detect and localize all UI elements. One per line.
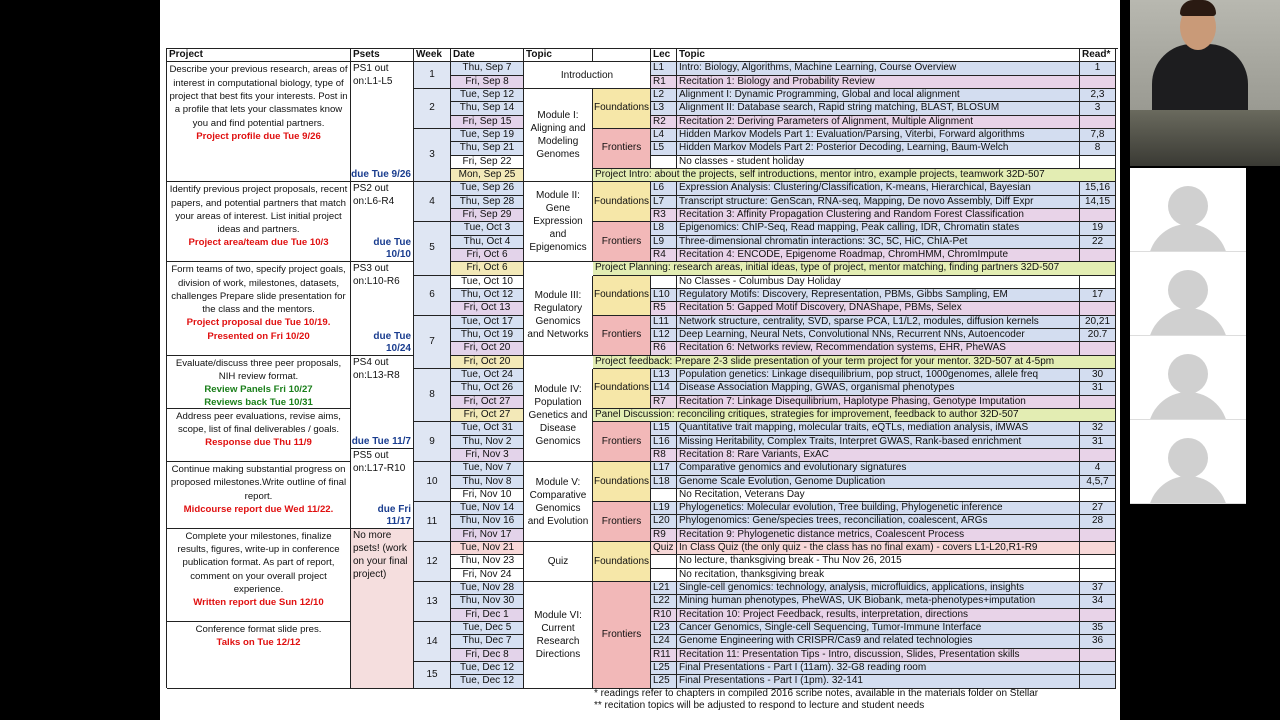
lecture-id: L3 (651, 102, 677, 115)
lecture-topic: Recitation 1: Biology and Probability Review (677, 76, 1080, 89)
week-number: 12 (414, 542, 451, 582)
date-cell: Fri, Sep 29 (451, 209, 524, 222)
project-event: Project Planning: research areas, initial ideas, type of project, mentor matching, finding partners 32D-507 (593, 262, 1116, 275)
pset-out: PS5 out on:L17-R10 (353, 449, 406, 474)
project-due: Response due Thu 11/9 (205, 437, 312, 449)
date-cell: Tue, Oct 24 (451, 369, 524, 382)
reading-chapters (1080, 276, 1116, 289)
pset-out: PS1 out on:L1-L5 (353, 63, 393, 88)
participant-video-2[interactable] (1130, 252, 1246, 336)
module-name: Introduction (524, 62, 651, 89)
reading-chapters (1080, 302, 1116, 315)
date-cell: Fri, Nov 17 (451, 529, 524, 542)
lecture-id: R7 (651, 396, 677, 409)
reading-chapters (1080, 662, 1116, 675)
reading-chapters: 31 (1080, 436, 1116, 449)
pset-due: due Fri 11/17 (377, 503, 411, 527)
lecture-topic: Recitation 11: Presentation Tips - Intro, discussion, Slides, Presentation skills (677, 649, 1080, 662)
lecture-id: L15 (651, 422, 677, 435)
lecture-id: R2 (651, 116, 677, 129)
date-cell: Thu, Sep 14 (451, 102, 524, 115)
reading-chapters (1080, 116, 1116, 129)
lecture-topic: Final Presentations - Part I (1pm). 32-141 (677, 675, 1080, 688)
lecture-topic: No Recitation, Veterans Day (677, 489, 1080, 502)
reading-chapters (1080, 449, 1116, 462)
date-cell: Thu, Nov 2 (451, 436, 524, 449)
footnotes (594, 688, 1038, 712)
reading-chapters (1080, 156, 1116, 169)
lecture-topic: Genome Engineering with CRISPR/Cas9 and related technologies (677, 635, 1080, 648)
foundations-label: Foundations (593, 462, 651, 502)
project-milestone (167, 356, 351, 409)
lecture-id: L6 (651, 182, 677, 195)
lecture-topic: Phylogenetics: Molecular evolution, Tree building, Phylogenetic inference (677, 502, 1080, 515)
project-due: Project profile due Tue 9/26 (196, 130, 321, 142)
date-cell: Tue, Oct 10 (451, 276, 524, 289)
project-due: Midcourse report due Wed 11/22. (183, 504, 334, 516)
participant-video-4[interactable] (1130, 420, 1246, 504)
date-cell: Tue, Oct 31 (451, 422, 524, 435)
week-number: 5 (414, 222, 451, 275)
header-project: Project (167, 49, 351, 62)
date-cell: Fri, Nov 10 (451, 489, 524, 502)
reading-chapters: 31 (1080, 382, 1116, 395)
header-blank (593, 49, 651, 62)
lecture-id: L12 (651, 329, 677, 342)
reading-chapters (1080, 396, 1116, 409)
presenter-video[interactable] (1130, 0, 1280, 166)
frontiers-label: Frontiers (593, 129, 651, 169)
date-cell: Tue, Dec 12 (451, 675, 524, 688)
header-topic: Topic (524, 49, 593, 62)
date-cell: Tue, Oct 17 (451, 316, 524, 329)
lecture-topic: Deep Learning, Neural Nets, Convolutional NNs, Recurrent NNs, Autoencoder (677, 329, 1080, 342)
date-cell: Mon, Sep 25 (451, 169, 524, 182)
project-event: Project feedback: Prepare 2-3 slide presentation of your term project for your mentor. 32D-507 at 4-5pm (593, 356, 1116, 369)
participant-video-1[interactable] (1130, 168, 1246, 252)
reading-chapters: 27 (1080, 502, 1116, 515)
date-cell: Thu, Nov 16 (451, 515, 524, 528)
date-cell: Fri, Oct 6 (451, 249, 524, 262)
lecture-id: L4 (651, 129, 677, 142)
lecture-topic: Disease Association Mapping, GWAS, organismal phenotypes (677, 382, 1080, 395)
lecture-topic: Recitation 7: Linkage Disequilibrium, Haplotype Phasing, Genotype Imputation (677, 396, 1080, 409)
lecture-topic: In Class Quiz (the only quiz - the class has no final exam) - covers L1-L20,R1-R9 (677, 542, 1080, 555)
pset-out: PS2 out on:L6-R4 (353, 183, 395, 208)
lecture-id: L19 (651, 502, 677, 515)
lecture-id: L5 (651, 142, 677, 155)
project-due: Review Panels Fri 10/27 (204, 384, 313, 396)
reading-chapters (1080, 649, 1116, 662)
reading-chapters: 20.7 (1080, 329, 1116, 342)
date-cell: Fri, Nov 3 (451, 449, 524, 462)
reading-chapters: 8 (1080, 142, 1116, 155)
participant-video-3[interactable] (1130, 336, 1246, 420)
module-name: Module III: Regulatory Genomics and Networks (524, 276, 593, 356)
lecture-topic: Three-dimensional chromatin interactions: 3C, 5C, HiC, ChIA-Pet (677, 236, 1080, 249)
lecture-id: L1 (651, 62, 677, 75)
date-cell: Thu, Oct 26 (451, 382, 524, 395)
project-due: Written report due Sun 12/10 (193, 597, 324, 609)
reading-chapters: 34 (1080, 595, 1116, 608)
pset-out: PS3 out on:L10-R6 (353, 263, 400, 288)
lecture-topic: Single-cell genomics: technology, analysis, microfluidics, applications, insights (677, 582, 1080, 595)
pset-block (351, 182, 414, 262)
lecture-id: R3 (651, 209, 677, 222)
lecture-topic: Population genetics: Linkage disequilibrium, pop struct, 1000genomes, allele freq (677, 369, 1080, 382)
project-description: Continue making substantial progress on proposed milestones.Write outline of final report. (170, 464, 347, 502)
lecture-id: R1 (651, 76, 677, 89)
lecture-id: Quiz (651, 542, 677, 555)
lecture-topic: Recitation 10: Project Feedback, results, interpretation, directions (677, 609, 1080, 622)
frontiers-label: Frontiers (593, 502, 651, 542)
lecture-id: L20 (651, 515, 677, 528)
reading-chapters: 4 (1080, 462, 1116, 475)
date-cell: Thu, Dec 7 (451, 635, 524, 648)
lecture-topic: No classes - student holiday (677, 156, 1080, 169)
date-cell: Fri, Oct 20 (451, 356, 524, 369)
reading-chapters: 22 (1080, 236, 1116, 249)
pset-out: No more psets! (work on your final project) (353, 529, 408, 580)
lecture-id (651, 276, 677, 289)
lecture-id: L22 (651, 595, 677, 608)
lecture-topic: Mining human phenotypes, PheWAS, UK Biobank, meta-phenotypes+imputation (677, 595, 1080, 608)
lecture-topic: Recitation 8: Rare Variants, ExAC (677, 449, 1080, 462)
date-cell: Fri, Nov 24 (451, 569, 524, 582)
project-milestone (167, 62, 351, 182)
header-read: Read* (1080, 49, 1116, 62)
pset-due: due Tue 10/10 (373, 237, 411, 261)
reading-chapters: 14,15 (1080, 196, 1116, 209)
lecture-id (651, 489, 677, 502)
frontiers-label: Frontiers (593, 316, 651, 356)
reading-chapters: 30 (1080, 369, 1116, 382)
module-name: Module II: Gene Expression and Epigenomics (524, 182, 593, 262)
project-description: Conference format slide pres. (195, 624, 322, 636)
lecture-id: L23 (651, 622, 677, 635)
lecture-id (651, 569, 677, 582)
date-cell: Tue, Dec 5 (451, 622, 524, 635)
lecture-topic: Epigenomics: ChIP-Seq, Read mapping, Peak calling, IDR, Chromatin states (677, 222, 1080, 235)
date-cell: Fri, Oct 6 (451, 262, 524, 275)
lecture-topic: Hidden Markov Models Part 2: Posterior Decoding, Learning, Baum-Welch (677, 142, 1080, 155)
frontiers-label: Frontiers (593, 222, 651, 262)
lecture-topic: No Classes - Columbus Day Holiday (677, 276, 1080, 289)
lecture-id: L21 (651, 582, 677, 595)
lecture-topic: No recitation, thanksgiving break (677, 569, 1080, 582)
reading-chapters (1080, 529, 1116, 542)
reading-chapters: 4,5,7 (1080, 476, 1116, 489)
avatar-icon (1168, 438, 1208, 478)
module-name: Quiz (524, 542, 593, 582)
module-name: Module V: Comparative Genomics and Evolution (524, 462, 593, 542)
lecture-topic: Missing Heritability, Complex Traits, Interpret GWAS, Rank-based enrichment (677, 436, 1080, 449)
date-cell: Fri, Oct 27 (451, 396, 524, 409)
lecture-id: R11 (651, 649, 677, 662)
pset-block (351, 529, 414, 689)
lecture-topic: Recitation 9: Phylogenetic distance metrics, Coalescent Process (677, 529, 1080, 542)
lecture-topic: Alignment I: Dynamic Programming, Global and local alignment (677, 89, 1080, 102)
week-number: 4 (414, 182, 451, 222)
week-number: 10 (414, 462, 451, 502)
week-number: 13 (414, 582, 451, 622)
avatar-icon (1168, 186, 1208, 226)
reading-chapters (1080, 342, 1116, 355)
reading-chapters: 32 (1080, 422, 1116, 435)
date-cell: Thu, Sep 7 (451, 62, 524, 75)
project-due: Project area/team due Tue 10/3 (188, 237, 329, 249)
pset-out: PS4 out on:L13-R8 (353, 356, 400, 381)
project-due: Project proposal due Tue 10/19. Presented on Fri 10/20 (186, 317, 331, 342)
header-lec: Lec (651, 49, 677, 62)
date-cell: Fri, Dec 1 (451, 609, 524, 622)
lecture-topic: Recitation 5: Gapped Motif Discovery, DNAShape, PBMs, Selex (677, 302, 1080, 315)
lecture-topic: Alignment II: Database search, Rapid string matching, BLAST, BLOSUM (677, 102, 1080, 115)
foundations-label: Foundations (593, 369, 651, 409)
frontiers-label: Frontiers (593, 422, 651, 462)
project-description: Identify previous project proposals, recent papers, and potential partners that match your areas of interest. List initial project ideas and partners. (169, 184, 348, 236)
lecture-topic: Recitation 4: ENCODE, Epigenome Roadmap, ChromHMM, ChromImpute (677, 249, 1080, 262)
lecture-id: L2 (651, 89, 677, 102)
frontiers-label: Frontiers (593, 582, 651, 689)
project-milestone (167, 529, 351, 622)
project-due-2: Reviews back Tue 10/31 (204, 397, 313, 409)
reading-chapters: 3 (1080, 102, 1116, 115)
reading-chapters (1080, 569, 1116, 582)
date-cell: Fri, Oct 27 (451, 409, 524, 422)
project-description: Form teams of two, specify project goals, division of work, milestones, datasets, challenges Prepare slide presentation for the class and the mentors. (171, 264, 346, 316)
project-milestone (167, 462, 351, 529)
pset-due: due Tue 9/26 (351, 169, 411, 181)
reading-chapters: 15,16 (1080, 182, 1116, 195)
project-due: Talks on Tue 12/12 (216, 637, 301, 649)
date-cell: Tue, Nov 28 (451, 582, 524, 595)
lecture-topic: Regulatory Motifs: Discovery, Representation, PBMs, Gibbs Sampling, EM (677, 289, 1080, 302)
course-schedule-table (166, 48, 1118, 688)
lecture-id: L10 (651, 289, 677, 302)
reading-chapters (1080, 209, 1116, 222)
date-cell: Fri, Sep 15 (451, 116, 524, 129)
reading-chapters: 36 (1080, 635, 1116, 648)
lecture-topic: Final Presentations - Part I (11am). 32-G8 reading room (677, 662, 1080, 675)
foundations-label: Foundations (593, 182, 651, 222)
week-number: 6 (414, 276, 451, 316)
pset-block (351, 449, 414, 529)
project-milestone (167, 262, 351, 355)
footnote-recitations: ** recitation topics will be adjusted to respond to lecture and student needs (594, 700, 925, 711)
reading-chapters: 20,21 (1080, 316, 1116, 329)
date-cell: Tue, Dec 12 (451, 662, 524, 675)
module-name: Module VI: Current Research Directions (524, 582, 593, 689)
lecture-topic: Recitation 2: Deriving Parameters of Alignment, Multiple Alignment (677, 116, 1080, 129)
date-cell: Thu, Oct 19 (451, 329, 524, 342)
lecture-id: L14 (651, 382, 677, 395)
reading-chapters: 17 (1080, 289, 1116, 302)
week-number: 2 (414, 89, 451, 129)
date-cell: Thu, Oct 12 (451, 289, 524, 302)
date-cell: Tue, Sep 19 (451, 129, 524, 142)
reading-chapters: 2,3 (1080, 89, 1116, 102)
pset-block (351, 262, 414, 355)
reading-chapters: 37 (1080, 582, 1116, 595)
reading-chapters: 7,8 (1080, 129, 1116, 142)
header-lec_topic: Topic (677, 49, 1080, 62)
lecture-id (651, 156, 677, 169)
week-number: 11 (414, 502, 451, 542)
date-cell: Tue, Sep 12 (451, 89, 524, 102)
lecture-id: R4 (651, 249, 677, 262)
project-event: Panel Discussion: reconciling critiques, strategies for improvement, feedback to author 32D-507 (593, 409, 1116, 422)
reading-chapters (1080, 675, 1116, 688)
lecture-id: L13 (651, 369, 677, 382)
date-cell: Fri, Dec 8 (451, 649, 524, 662)
week-number: 3 (414, 129, 451, 182)
lecture-topic: Transcript structure: GenScan, RNA-seq, Mapping, De novo Assembly, Diff Expr (677, 196, 1080, 209)
pset-due: due Tue 11/7 (351, 435, 411, 447)
header-date: Date (451, 49, 524, 62)
project-description: Complete your milestones, finalize results, figures, write-up in conference publication format. As part of report, comment on your overall project experience. (177, 530, 340, 595)
reading-chapters (1080, 489, 1116, 502)
lecture-id (651, 555, 677, 568)
week-number: 7 (414, 316, 451, 369)
lecture-topic: Hidden Markov Models Part 1: Evaluation/Parsing, Viterbi, Forward algorithms (677, 129, 1080, 142)
lecture-id: L11 (651, 316, 677, 329)
avatar-icon (1168, 270, 1208, 310)
lecture-id: L18 (651, 476, 677, 489)
lecture-id: L9 (651, 236, 677, 249)
reading-chapters: 19 (1080, 222, 1116, 235)
reading-chapters: 35 (1080, 622, 1116, 635)
project-milestone (167, 409, 351, 462)
lecture-id: R8 (651, 449, 677, 462)
date-cell: Tue, Nov 14 (451, 502, 524, 515)
reading-chapters (1080, 249, 1116, 262)
project-event: Project Intro: about the projects, self introductions, mentor intro, example projects, teamwork 32D-507 (593, 169, 1116, 182)
project-description: Address peer evaluations, revise aims, scope, list of final deliverables / goals. (176, 410, 341, 436)
header-week: Week (414, 49, 451, 62)
pset-block (351, 356, 414, 449)
date-cell: Thu, Sep 21 (451, 142, 524, 155)
footnote-readings: * readings refer to chapters in compiled 2016 scribe notes, available in the materials folder on Stellar (594, 688, 1039, 699)
avatar-icon (1168, 354, 1208, 394)
reading-chapters: 1 (1080, 62, 1116, 75)
lecture-id: L8 (651, 222, 677, 235)
reading-chapters (1080, 555, 1116, 568)
lecture-topic: Cancer Genomics, Single-cell Sequencing, Tumor-Immune Interface (677, 622, 1080, 635)
lecture-topic: Intro: Biology, Algorithms, Machine Learning, Course Overview (677, 62, 1080, 75)
reading-chapters: 28 (1080, 515, 1116, 528)
date-cell: Fri, Oct 13 (451, 302, 524, 315)
lecture-id: L7 (651, 196, 677, 209)
week-number: 14 (414, 622, 451, 662)
reading-chapters (1080, 542, 1116, 555)
week-number: 1 (414, 62, 451, 89)
lecture-topic: Phylogenomics: Gene/species trees, reconciliation, coalescent, ARGs (677, 515, 1080, 528)
date-cell: Thu, Sep 28 (451, 196, 524, 209)
project-description: Evaluate/discuss three peer proposals, NIH review format. (175, 357, 342, 382)
lecture-id: R9 (651, 529, 677, 542)
reading-chapters (1080, 76, 1116, 89)
date-cell: Fri, Sep 22 (451, 156, 524, 169)
reading-chapters (1080, 609, 1116, 622)
week-number: 8 (414, 369, 451, 422)
date-cell: Fri, Sep 8 (451, 76, 524, 89)
week-number: 9 (414, 422, 451, 462)
header-psets: Psets (351, 49, 414, 62)
date-cell: Thu, Oct 4 (451, 236, 524, 249)
foundations-label: Foundations (593, 276, 651, 316)
date-cell: Thu, Nov 8 (451, 476, 524, 489)
pset-block (351, 62, 414, 182)
lecture-id: L25 (651, 675, 677, 688)
pset-due: due Tue 10/24 (373, 330, 411, 354)
foundations-label: Foundations (593, 542, 651, 582)
lecture-topic: Recitation 3: Affinity Propagation Clustering and Random Forest Classification (677, 209, 1080, 222)
lecture-topic: Network structure, centrality, SVD, sparse PCA, L1/L2, modules, diffusion kernels (677, 316, 1080, 329)
lecture-topic: Quantitative trait mapping, molecular traits, eQTLs, mediation analysis, iMWAS (677, 422, 1080, 435)
date-cell: Tue, Sep 26 (451, 182, 524, 195)
date-cell: Thu, Nov 23 (451, 555, 524, 568)
lecture-id: R6 (651, 342, 677, 355)
project-description: Describe your previous research, areas of interest in computational biology, type of project that best fits your interests. Post in a profile that lets your classmates know you and find potential partners. (169, 64, 348, 129)
module-name: Module IV: Population Genetics and Disease Genomics (524, 369, 593, 462)
date-cell: Fri, Oct 20 (451, 342, 524, 355)
lecture-topic: No lecture, thanksgiving break - Thu Nov 26, 2015 (677, 555, 1080, 568)
presenter-body (1152, 44, 1248, 114)
date-cell: Tue, Oct 3 (451, 222, 524, 235)
lecture-topic: Genome Scale Evolution, Genome Duplication (677, 476, 1080, 489)
module-name: Module I: Aligning and Modeling Genomes (524, 89, 593, 182)
lecture-id: L17 (651, 462, 677, 475)
lecture-id: R10 (651, 609, 677, 622)
project-milestone (167, 622, 351, 689)
lecture-id: L24 (651, 635, 677, 648)
lecture-slide (160, 0, 1120, 720)
lecture-topic: Recitation 6: Networks review, Recommendation systems, EHR, PheWAS (677, 342, 1080, 355)
foundations-label: Foundations (593, 89, 651, 129)
lecture-id: L16 (651, 436, 677, 449)
date-cell: Tue, Nov 7 (451, 462, 524, 475)
lecture-topic: Expression Analysis: Clustering/Classification, K-means, Hierarchical, Bayesian (677, 182, 1080, 195)
lecture-topic: Comparative genomics and evolutionary signatures (677, 462, 1080, 475)
date-cell: Tue, Nov 21 (451, 542, 524, 555)
lecture-id: R5 (651, 302, 677, 315)
project-milestone (167, 182, 351, 262)
date-cell: Thu, Nov 30 (451, 595, 524, 608)
week-number: 15 (414, 662, 451, 689)
classroom-audience (1130, 110, 1280, 166)
lecture-id: L25 (651, 662, 677, 675)
